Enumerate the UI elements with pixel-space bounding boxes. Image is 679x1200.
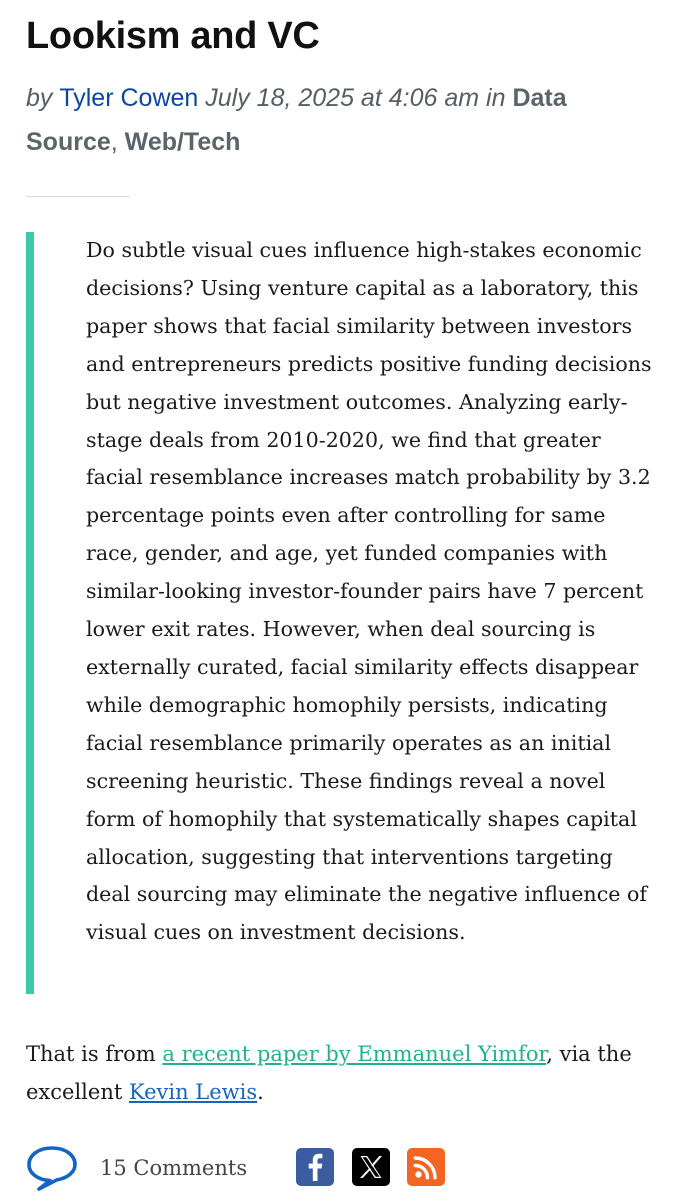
body-middle: , via the excellent: [26, 1042, 632, 1104]
paper-link[interactable]: a recent paper by Emmanuel Yimfor: [162, 1042, 547, 1066]
category-link-data-source[interactable]: Data Source: [26, 84, 567, 156]
facebook-icon: [296, 1148, 334, 1186]
body-prefix: That is from: [26, 1042, 163, 1066]
author-link[interactable]: Tyler Cowen: [59, 84, 199, 112]
x-share-button[interactable]: [352, 1148, 390, 1186]
rss-icon: [407, 1148, 445, 1186]
blockquote-text: Do subtle visual cues influence high-stakes economic decisions? Using venture capital as a laboratory, this paper shows that facial similarity between investors and entrepreneurs predicts positive funding decisions but negative investment outcomes. Analyzing early-stage deals from 2010-2020, we find that greater facial resemblance increases match probability by 3.2 percentage points even after controlling for same race, gender, and age, yet funded companies with similar-looking investor-founder pairs have 7 percent lower exit rates. However, when deal sourcing is externally curated, facial similarity effects disappear while demographic homophily persists, indicating facial resemblance primarily operates as an initial screening heuristic. These findings reveal a novel form of homophily that systematically shapes capital allocation, suggesting that interventions targeting deal sourcing may eliminate the negative influence of visual cues on investment decisions.: [86, 238, 652, 945]
blockquote: [26, 232, 654, 994]
byline-prefix: by: [26, 84, 53, 112]
x-icon: [352, 1148, 390, 1186]
body-suffix: .: [257, 1080, 264, 1104]
category-link-web-tech[interactable]: Web/Tech: [124, 128, 241, 156]
blockquote-bar: [26, 232, 34, 994]
post-date: July 18, 2025 at 4:06 am: [205, 84, 480, 112]
meta-divider: [26, 196, 130, 197]
rss-feed-button[interactable]: [407, 1148, 445, 1186]
kevin-lewis-link[interactable]: Kevin Lewis: [128, 1080, 258, 1104]
post-title[interactable]: Lookism and VC: [26, 15, 320, 57]
body-paragraph: [26, 1035, 656, 1111]
comments-count[interactable]: 15 Comments: [100, 1156, 248, 1180]
category-prefix: in: [486, 84, 506, 112]
comment-bubble-icon[interactable]: [26, 1144, 78, 1192]
facebook-share-button[interactable]: [296, 1148, 334, 1186]
post-meta: [26, 76, 626, 164]
category-separator: ,: [110, 128, 118, 156]
post-footer: [26, 1142, 666, 1192]
